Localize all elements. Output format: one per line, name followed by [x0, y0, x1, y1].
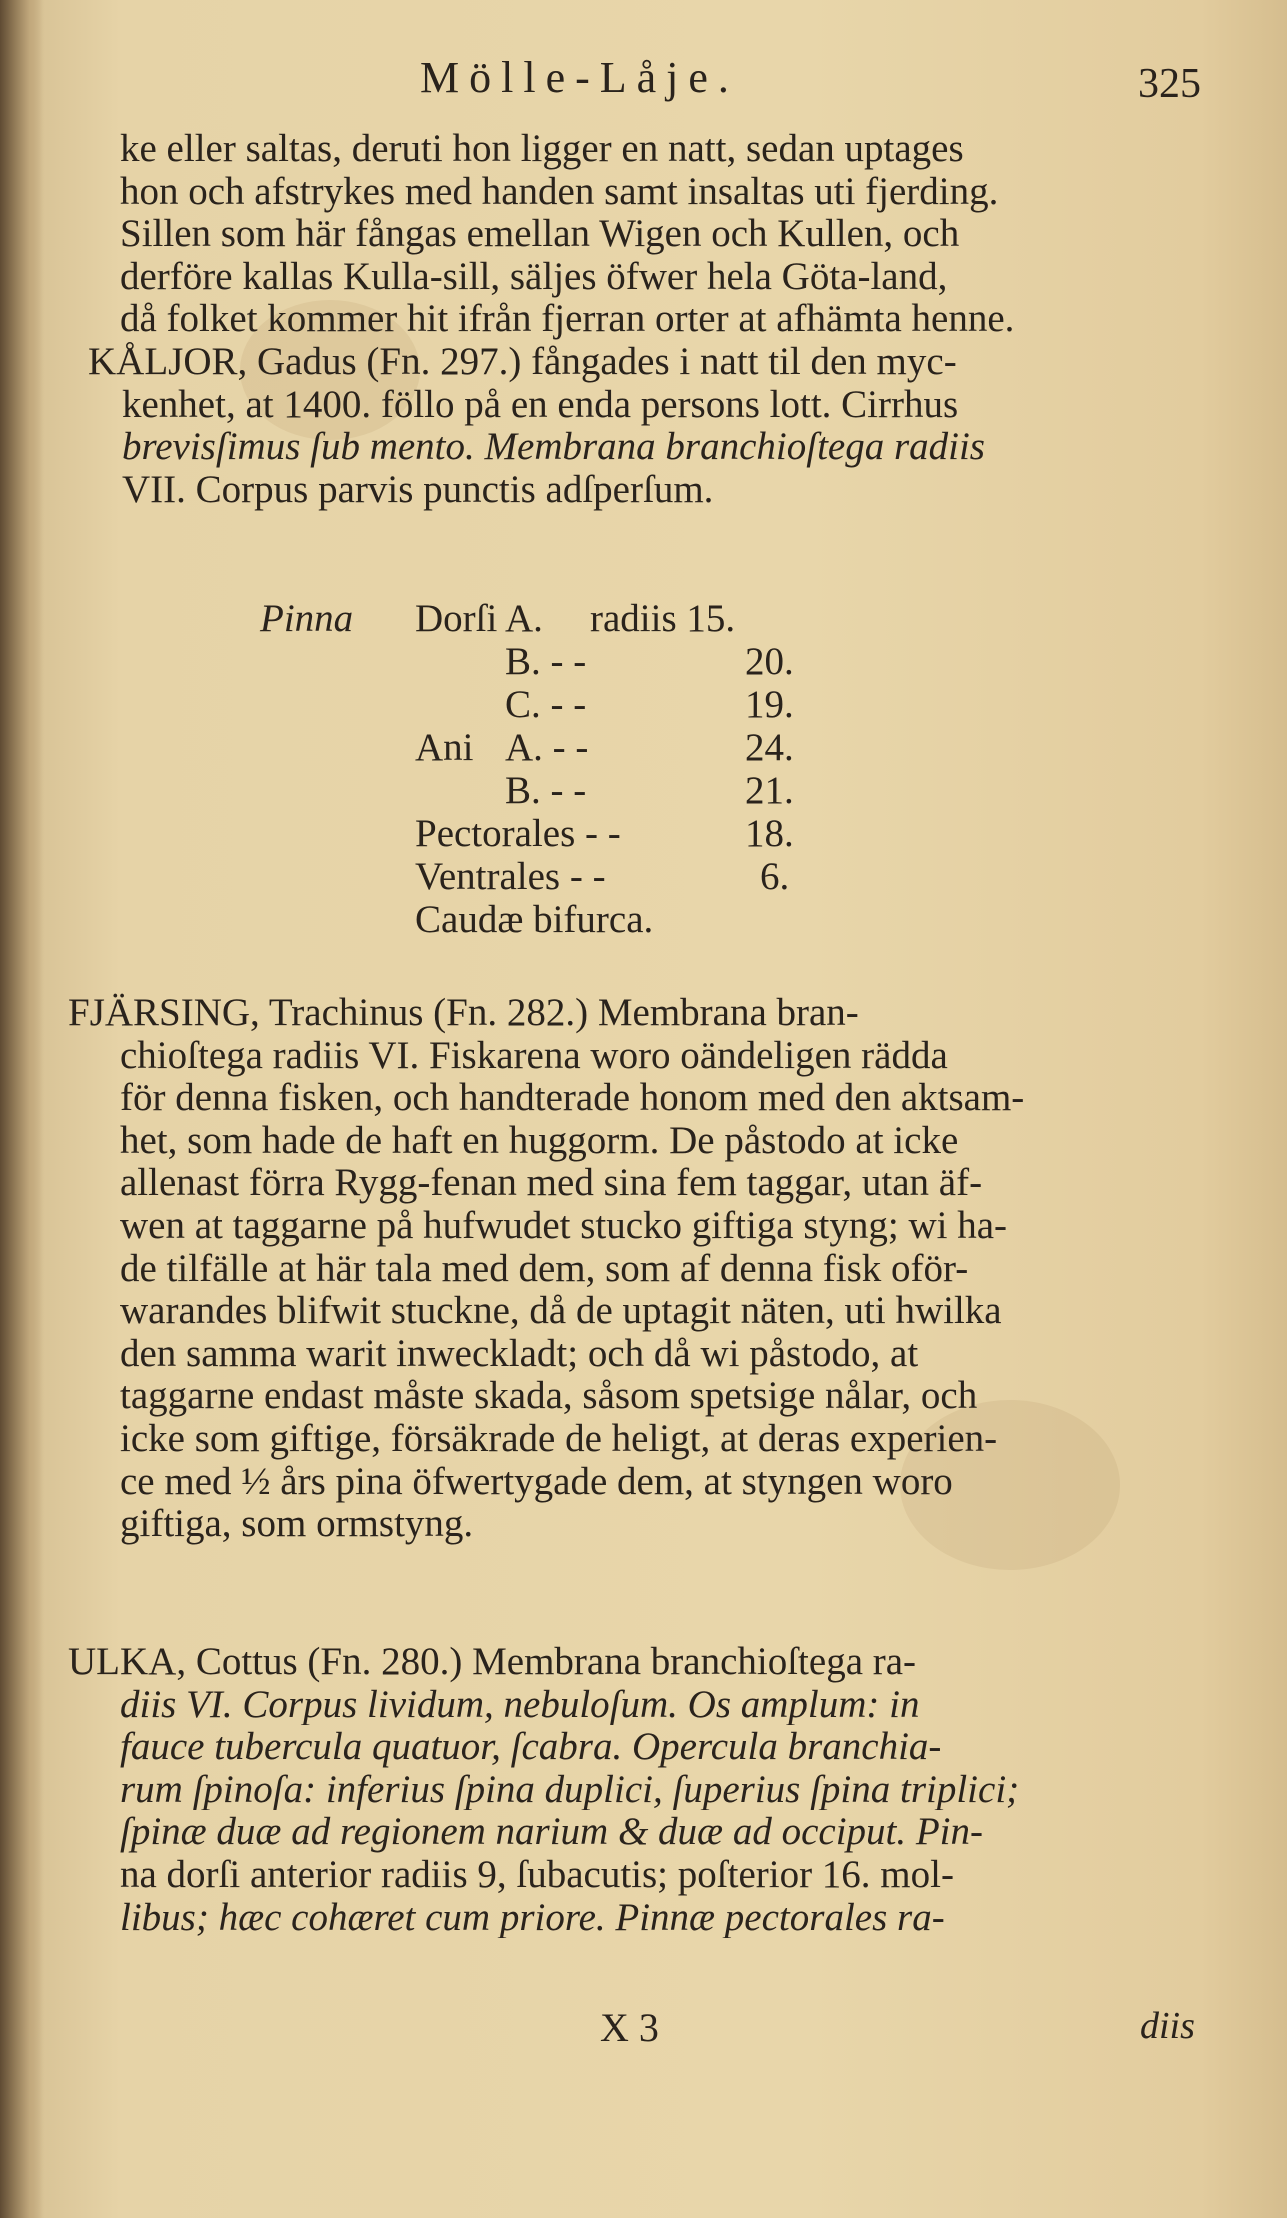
text-line: het, som hade de haft en huggorm. De påstodo at icke: [120, 1119, 959, 1162]
text-line: diis VI. Corpus lividum, nebuloſum. Os amplum: in: [120, 1682, 920, 1726]
text-line: de tilfälle at här tala med dem, som af denna fisk oför-: [120, 1247, 969, 1290]
text-line: taggarne endast måste skada, såsom spetsige nålar, och: [120, 1375, 978, 1418]
text-line: wen at taggarne på hufwudet stucko giftiga styng; wi ha-: [120, 1204, 1008, 1247]
table-cell: A.: [505, 597, 543, 640]
text-line: den samma warit inweckladt; och då wi påstodo, at: [120, 1332, 919, 1375]
running-head: Mölle-Låje.: [420, 53, 739, 102]
table-cell: Pinna: [260, 597, 354, 640]
text-line: rum ſpinoſa: inferius ſpina duplici, ſuperius ſpina triplici;: [120, 1767, 1020, 1811]
table-row: [260, 811, 860, 854]
text-line: för denna fisken, och handterade honom med den aktsam-: [120, 1077, 1025, 1120]
table-cell: Caudæ bifurca.: [415, 898, 654, 941]
table-cell: A. - -: [505, 726, 589, 769]
text-line: ce med ½ års pina öfwertygade dem, at styngen woro: [120, 1460, 953, 1503]
paragraph-kaljor: [88, 341, 1218, 511]
table-row: [260, 596, 860, 639]
table-cell: Ventrales - -: [415, 855, 606, 898]
text-line: icke som giftige, försäkrade de heligt, at deras experien-: [120, 1417, 998, 1460]
book-spine-shadow: [0, 0, 44, 2218]
table-cell: B. - -: [505, 640, 587, 683]
text-line: FJÄRSING, Trachinus (Fn. 282.) Membrana bran-: [68, 992, 859, 1034]
table-cell: 6.: [760, 855, 790, 898]
table-cell: radiis 15.: [590, 597, 736, 640]
table-cell: 24.: [745, 726, 794, 769]
table-cell: 21.: [745, 769, 794, 812]
paragraph-fjarsing: [68, 992, 1218, 1546]
table-cell: Pectorales - -: [415, 812, 621, 855]
text-line: kenhet, at 1400. föllo på en enda persons lott. Cirrhus: [122, 383, 959, 426]
table-cell: 18.: [745, 812, 794, 855]
signature-mark: X 3: [600, 2005, 659, 2050]
text-line: warandes blifwit stuckne, då de uptagit näten, uti hwilka: [120, 1290, 1002, 1333]
paragraph-ulka: [68, 1640, 1218, 1938]
page-header: [0, 52, 1287, 112]
table-row: [260, 725, 860, 768]
page-number: 325: [1138, 61, 1201, 107]
table-cell: Dorſi: [415, 597, 498, 640]
text-line: Sillen som här fångas emellan Wigen och Kullen, och: [120, 213, 960, 256]
table-row: [260, 854, 860, 897]
table-cell: B. - -: [505, 769, 587, 812]
text-line: allenast förra Rygg-fenan med sina fem taggar, utan äf-: [120, 1162, 983, 1205]
text-line: hon och afstrykes med handen samt insaltas uti fjerding.: [120, 170, 999, 213]
table-row: [260, 897, 860, 940]
text-line: VII. Corpus parvis punctis adſperſum.: [122, 468, 714, 511]
text-line: libus; hæc cohæret cum priore. Pinnæ pectorales ra-: [120, 1895, 945, 1939]
fin-ray-table: [260, 596, 860, 940]
catchword: diis: [1140, 2005, 1195, 2047]
table-cell: Ani: [415, 726, 474, 769]
text-line: ke eller saltas, deruti hon ligger en natt, sedan uptages: [120, 128, 964, 170]
text-line: ſpinæ duæ ad regionem narium & duæ ad occiput. Pin-: [120, 1810, 984, 1853]
text-line: fauce tubercula quatuor, ſcabra. Opercula branchia-: [120, 1725, 942, 1768]
table-cell: 20.: [745, 640, 794, 683]
text-line: chioſtega radiis VI. Fiskarena woro oändeligen rädda: [120, 1034, 948, 1077]
table-row: [260, 682, 860, 725]
table-cell: C. - -: [505, 683, 587, 726]
paragraph-sill: [120, 128, 1220, 341]
table-row: [260, 768, 860, 811]
table-cell: 19.: [745, 683, 794, 726]
text-line: då folket kommer hit ifrån fjerran orter at afhämta henne.: [120, 298, 1015, 341]
text-line: brevisſimus ſub mento. Membrana branchioſtega radiis: [122, 426, 985, 469]
table-row: [260, 639, 860, 682]
text-line: derföre kallas Kulla-sill, säljes öfwer hela Göta-land,: [120, 255, 948, 298]
text-line: ULKA, Cottus (Fn. 280.) Membrana branchioſtega ra-: [68, 1640, 917, 1683]
text-line: giftiga, som ormstyng.: [120, 1503, 474, 1546]
text-line: na dorſi anterior radiis 9, ſubacutis; poſterior 16. mol-: [120, 1852, 954, 1896]
text-line: KÅLJOR, Gadus (Fn. 297.) fångades i natt til den myc-: [88, 341, 957, 383]
